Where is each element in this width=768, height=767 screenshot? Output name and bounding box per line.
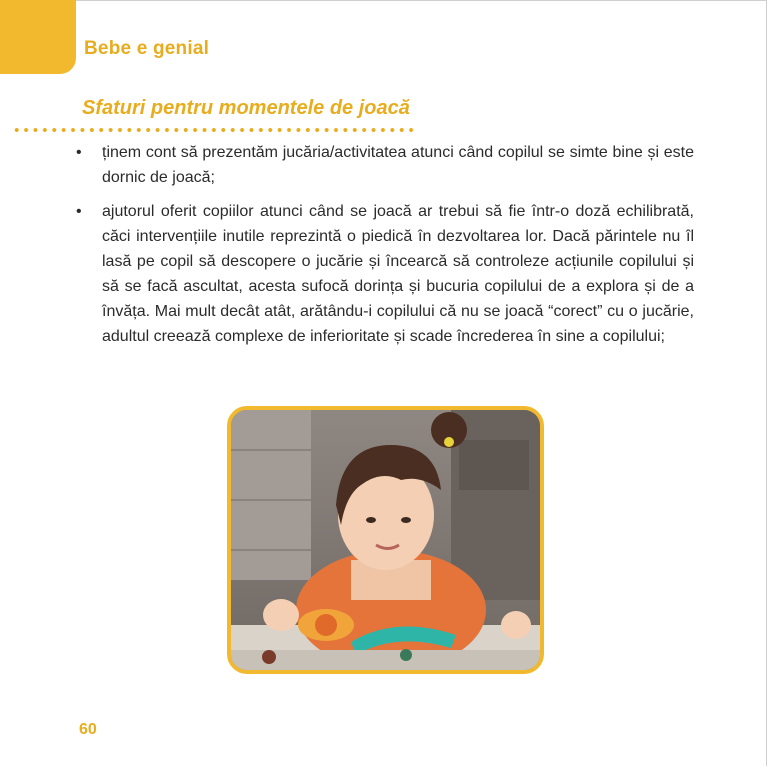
bullet-icon: • xyxy=(76,144,82,161)
list-item-text: ținem cont să prezentăm jucăria/activitatea atunci când copilul se simte bine și este dornic de joacă; xyxy=(102,144,694,186)
page-number: 60 xyxy=(79,721,97,738)
dotted-divider xyxy=(12,127,418,133)
list-item xyxy=(72,199,694,349)
section-title: Sfaturi pentru momentele de joacă xyxy=(82,97,410,119)
bullet-icon: • xyxy=(76,203,82,220)
list-item-text: ajutorul oferit copiilor atunci când se joacă ar trebui să fie într-o doză echilibrată, căci intervențiile inutile reprezintă o piedică în dezvoltarea lor. Dacă părintele nu îl lasă pe copil să descopere o jucărie și încearcă să controleze acțiunile copilului și să se facă ascultat, acesta sufocă dorința și bucuria copilului de a explora și de a învăța. Mai mult decât atât, arătându-i copilului că nu se joacă “corect” cu o jucărie, adultul creează complexe de inferioritate și scade încrederea în sine a copilului; xyxy=(102,203,694,345)
list-item xyxy=(72,140,694,190)
book-title: Bebe e genial xyxy=(84,38,210,59)
child-playing-illustration xyxy=(231,410,540,670)
tips-list xyxy=(72,140,694,358)
corner-tab xyxy=(0,0,76,74)
child-playing-photo xyxy=(227,406,544,674)
